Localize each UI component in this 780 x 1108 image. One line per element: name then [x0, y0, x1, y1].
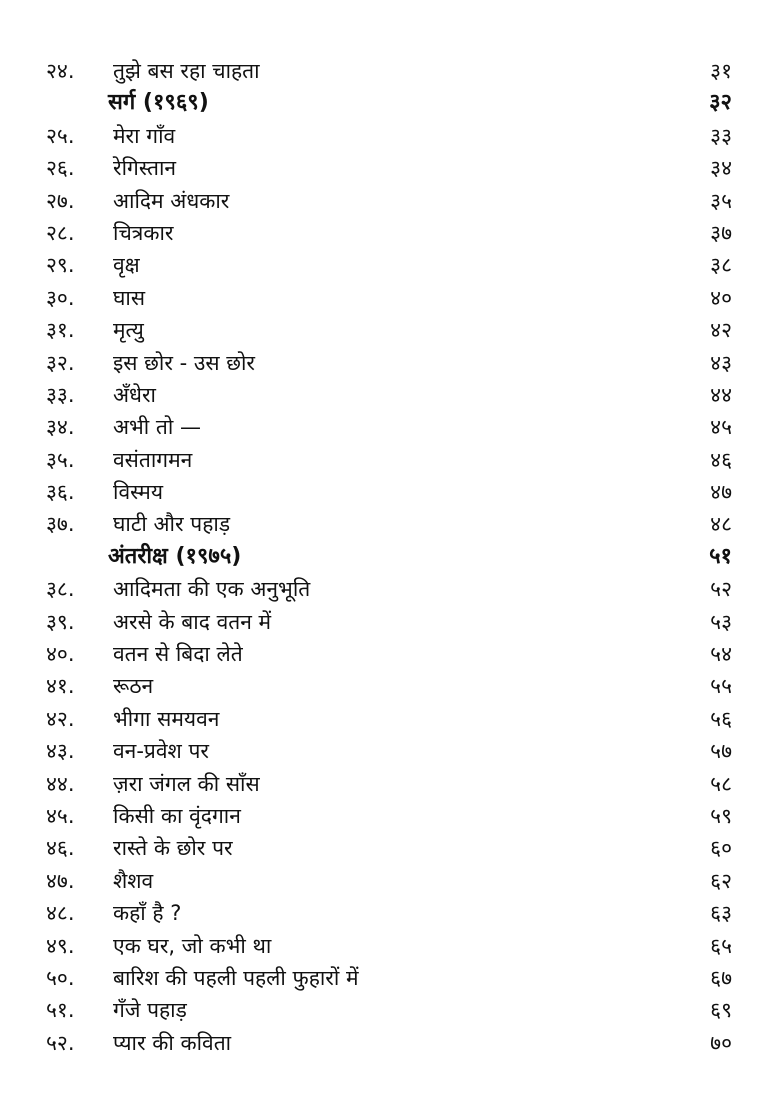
entry-page-number: ७०	[710, 1030, 732, 1055]
entry-title: वसंतागमन	[113, 447, 193, 472]
entry-page-number: ५८	[710, 771, 732, 796]
toc-entry	[0, 994, 780, 1026]
entry-title: घास	[113, 285, 146, 310]
entry-number: ५१.	[46, 998, 75, 1023]
entry-number: ३५.	[46, 447, 75, 472]
entry-number: २६.	[46, 156, 75, 181]
entry-number: ५०.	[46, 965, 75, 990]
toc-entry	[0, 347, 780, 379]
toc-entry	[0, 217, 780, 249]
toc-entry	[0, 573, 780, 605]
entry-page-number: ३२	[709, 90, 732, 116]
entry-page-number: ४५	[710, 415, 732, 440]
entry-title: अरसे के बाद वतन में	[113, 609, 272, 634]
entry-number: २८.	[46, 220, 75, 245]
entry-number: ४८.	[46, 901, 75, 926]
entry-number: ५२.	[46, 1030, 75, 1055]
entry-page-number: ३३	[710, 123, 732, 148]
entry-page-number: ५२	[710, 577, 732, 602]
toc-entry	[0, 411, 780, 443]
entry-title: तुझे बस रहा चाहता	[113, 59, 260, 83]
entry-number: ३६.	[46, 480, 75, 505]
toc-entry	[0, 120, 780, 152]
toc-entry	[0, 897, 780, 929]
toc-entry	[0, 379, 780, 411]
entry-page-number: ६५	[710, 933, 732, 958]
entry-page-number: ५५	[710, 674, 732, 699]
entry-title: घाटी और पहाड़	[113, 512, 231, 537]
toc-entry	[0, 735, 780, 767]
toc-entry	[0, 606, 780, 638]
entry-page-number: ४८	[710, 512, 732, 537]
toc-entry	[0, 768, 780, 800]
toc-entry	[0, 314, 780, 346]
entry-page-number: ३८	[710, 253, 732, 278]
entry-page-number: ६९	[710, 998, 732, 1023]
entry-page-number: ३४	[710, 156, 732, 181]
entry-page-number: ४२	[710, 318, 732, 343]
entry-number: ३९.	[46, 609, 75, 634]
entry-number: २५.	[46, 123, 75, 148]
toc-entry	[0, 282, 780, 314]
entry-title: चित्रकार	[113, 220, 174, 245]
entry-title: अभी तो —	[113, 415, 202, 440]
entry-page-number: ५३	[710, 609, 732, 634]
entry-page-number: ३७	[710, 220, 732, 245]
entry-title: आदिम अंधकार	[113, 188, 230, 213]
entry-title: किसी का वृंदगान	[113, 803, 241, 828]
toc-entry	[0, 962, 780, 994]
entry-number: ३७.	[46, 512, 75, 537]
entry-number: २४.	[46, 59, 75, 83]
toc-entry	[0, 1027, 780, 1059]
entry-page-number: ५६	[710, 706, 732, 731]
entry-page-number: ४३	[710, 350, 732, 375]
entry-title: विस्मय	[113, 480, 164, 505]
entry-title: भीगा समयवन	[113, 706, 220, 731]
entry-page-number: ६०	[710, 836, 732, 861]
toc-entry	[0, 152, 780, 184]
table-of-contents	[0, 55, 780, 1059]
entry-title: रास्ते के छोर पर	[113, 836, 233, 861]
toc-entry	[0, 800, 780, 832]
entry-page-number: ५९	[710, 803, 732, 828]
entry-page-number: ४०	[710, 285, 732, 310]
entry-number: ४९.	[46, 933, 75, 958]
entry-page-number: ६३	[710, 901, 732, 926]
entry-page-number: ६७	[710, 965, 732, 990]
entry-title: बारिश की पहली पहली फुहारों में	[113, 965, 359, 990]
toc-entry	[0, 703, 780, 735]
entry-number: ३१.	[46, 318, 75, 343]
entry-page-number: ५४	[710, 642, 732, 667]
entry-page-number: ५७	[710, 739, 732, 764]
toc-entry	[0, 444, 780, 476]
entry-number: ३०.	[46, 285, 75, 310]
entry-title: रूठन	[113, 674, 154, 699]
entry-page-number: ४६	[710, 447, 732, 472]
entry-title: आदिमता की एक अनुभूति	[113, 577, 311, 602]
entry-title: शैशव	[113, 868, 154, 893]
entry-number: ४०.	[46, 642, 75, 667]
entry-title: प्यार की कविता	[113, 1030, 232, 1055]
toc-entry	[0, 508, 780, 540]
toc-entry	[0, 670, 780, 702]
entry-title: रेगिस्तान	[113, 156, 177, 181]
entry-title: मेरा गाँव	[113, 123, 176, 148]
toc-entry	[0, 185, 780, 217]
entry-title: गँजे पहाड़	[113, 998, 187, 1023]
entry-number: ३८.	[46, 577, 75, 602]
toc-entry	[0, 55, 780, 87]
toc-entry	[0, 930, 780, 962]
entry-number: ४२.	[46, 706, 75, 731]
toc-entry	[0, 249, 780, 281]
entry-number: २७.	[46, 188, 75, 213]
entry-title: सर्ग (१९६९)	[108, 90, 209, 116]
entry-title: वन-प्रवेश पर	[113, 739, 210, 764]
entry-page-number: ६२	[710, 868, 732, 893]
entry-title: अँधेरा	[113, 382, 156, 407]
entry-title: कहाँ है ?	[113, 901, 182, 926]
entry-number: ४७.	[46, 868, 75, 893]
entry-title: इस छोर - उस छोर	[113, 350, 255, 375]
toc-entry	[0, 865, 780, 897]
entry-title: वतन से बिदा लेते	[113, 642, 243, 667]
toc-section-heading	[0, 541, 780, 573]
entry-page-number: ३५	[710, 188, 732, 213]
entry-number: ३२.	[46, 350, 75, 375]
entry-number: २९.	[46, 253, 75, 278]
toc-section-heading	[0, 87, 780, 119]
entry-number: ४४.	[46, 771, 75, 796]
entry-page-number: ३१	[710, 59, 732, 83]
entry-page-number: ५१	[709, 543, 732, 569]
entry-title: ज़रा जंगल की साँस	[113, 771, 260, 796]
entry-number: ४५.	[46, 803, 75, 828]
entry-page-number: ४४	[710, 382, 732, 407]
toc-entry	[0, 476, 780, 508]
entry-title: मृत्यु	[113, 318, 144, 343]
entry-title: एक घर, जो कभी था	[113, 933, 272, 958]
entry-number: ३४.	[46, 415, 75, 440]
entry-title: अंतरीक्ष (१९७५)	[108, 543, 242, 569]
entry-number: ४१.	[46, 674, 75, 699]
toc-entry	[0, 832, 780, 864]
entry-number: ४३.	[46, 739, 75, 764]
toc-entry	[0, 638, 780, 670]
entry-number: ३३.	[46, 382, 75, 407]
entry-title: वृक्ष	[113, 253, 140, 278]
entry-page-number: ४७	[710, 480, 732, 505]
entry-number: ४६.	[46, 836, 75, 861]
